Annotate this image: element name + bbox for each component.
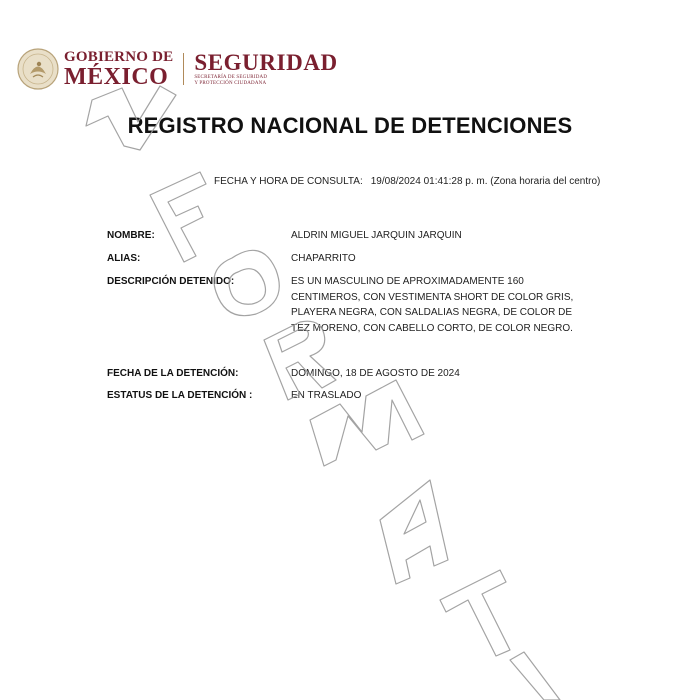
header-logos <box>16 44 338 94</box>
gobierno-line2: MÉXICO <box>64 64 169 90</box>
seguridad-subtitle-2: Y PROTECCIÓN CIUDADANA <box>194 81 267 86</box>
seguridad-subtitle-1: SECRETARÍA DE SEGURIDAD <box>194 75 268 80</box>
consulta-value: 19/08/2024 01:41:28 p. m. (Zona horaria del centro) <box>370 176 601 187</box>
mexico-eagle-seal-icon <box>16 47 60 91</box>
nombre-value: ALDRIN MIGUEL JARQUIN JARQUIN <box>291 230 462 241</box>
nombre-label: NOMBRE: <box>107 230 155 241</box>
gobierno-de-mexico-logo <box>64 49 173 89</box>
watermark-letter-f <box>150 172 206 262</box>
seguridad-logo <box>194 51 337 87</box>
estatus-label: ESTATUS DE LA DETENCIÓN : <box>107 390 253 401</box>
watermark-letter-a <box>380 480 448 584</box>
seguridad-title: SEGURIDAD <box>194 50 338 75</box>
alias-label: ALIAS: <box>107 253 141 264</box>
descripcion-value: ES UN MASCULINO DE APROXIMADAMENTE 160 CENTIMEROS, CON VESTIMENTA SHORT DE COLOR GRIS, PLAYERA NEGRA, CON SALDALIAS NEGRA, DE COLOR DE TEZ MORENO, CON CABELLO CORTO, DE COLOR NEGRO. <box>291 276 574 334</box>
alias-value: CHAPARRITO <box>291 253 356 264</box>
gobierno-line1: GOBIERNO DE <box>64 49 174 65</box>
consulta-label: FECHA Y HORA DE CONSULTA: <box>214 176 363 187</box>
watermark-letter-t <box>440 570 510 656</box>
document-title: REGISTRO NACIONAL DE DETENCIONES <box>127 113 573 138</box>
descripcion-label: DESCRIPCIÓN DETENIDO: <box>107 276 235 287</box>
consulta-timestamp <box>214 176 600 187</box>
fecha-detencion-value: DOMINGO, 18 DE AGOSTO DE 2024 <box>291 368 460 379</box>
logo-divider <box>183 53 184 85</box>
watermark-letter-i <box>510 652 560 700</box>
estatus-value: EN TRASLADO <box>291 390 362 401</box>
fecha-detencion-label: FECHA DE LA DETENCIÓN: <box>107 368 239 379</box>
